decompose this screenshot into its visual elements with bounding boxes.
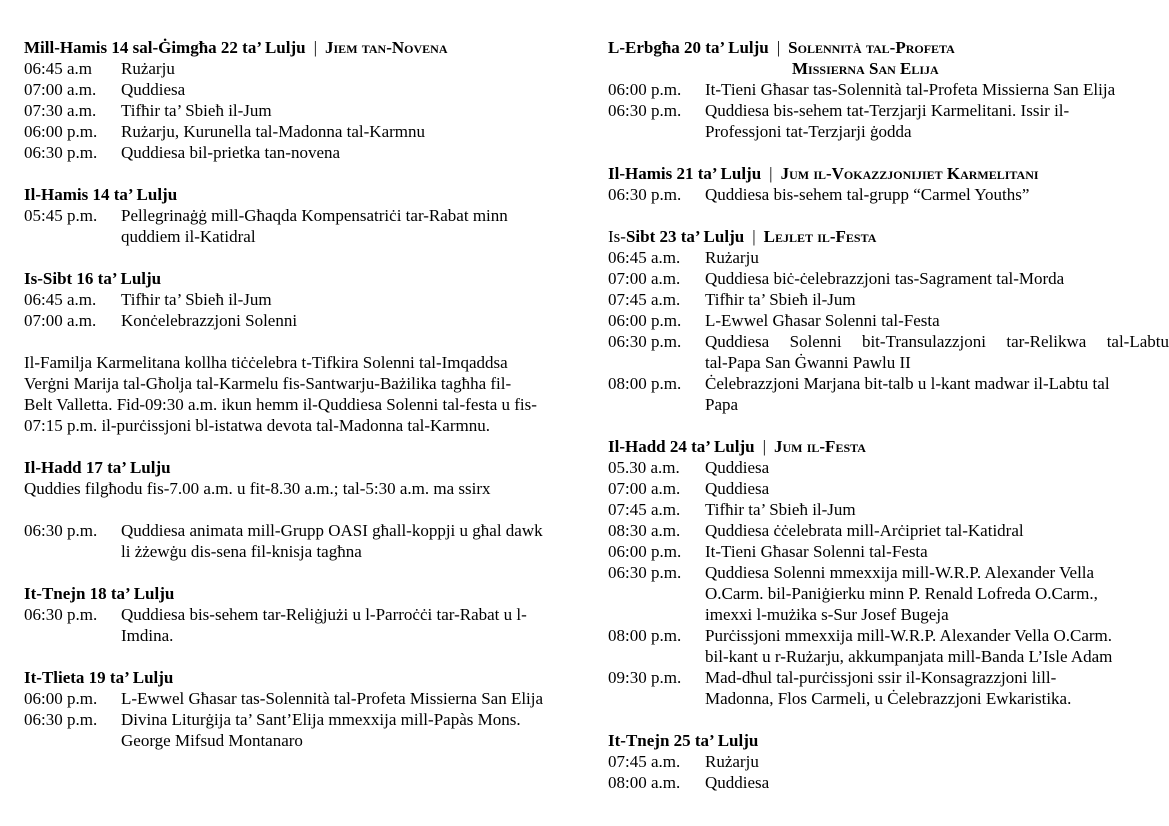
day-heading xyxy=(608,37,1169,58)
entry-description xyxy=(121,121,576,142)
day-heading xyxy=(24,184,576,205)
entry-time: 07:45 a.m. xyxy=(608,290,681,309)
entry-description xyxy=(705,184,1169,205)
entry-description-line: li żżewġu dis-sena fil-knisja tagħna xyxy=(121,542,362,561)
entry-description-line: Rużarju, Kurunella tal-Madonna tal-Karmnu xyxy=(121,122,426,141)
entry-description-line: Quddiesa xyxy=(705,458,770,477)
schedule-entry xyxy=(24,520,576,562)
entry-description-line: Quddiesa Solenni mmexxija mill-W.R.P. Alexander Vella xyxy=(705,563,1095,582)
entry-description xyxy=(121,520,576,562)
entry-description-line: Divina Liturġija ta’ Sant’Elija mmexxija mill-Papàs Mons. xyxy=(121,710,521,729)
entry-time: 05:45 p.m. xyxy=(24,206,98,225)
entry-description xyxy=(121,709,576,751)
entry-time: 07:00 a.m. xyxy=(24,80,97,99)
schedule-entry xyxy=(608,289,1169,310)
day-heading xyxy=(24,583,576,604)
day-heading xyxy=(24,457,576,478)
entry-description xyxy=(705,268,1169,289)
entry-time: 08:30 a.m. xyxy=(608,521,681,540)
heading-day-text: Is- xyxy=(608,227,626,246)
entry-description-line: Imdina. xyxy=(121,626,174,645)
entry-description-line: tal-Papa San Ġwanni Pawlu II xyxy=(705,353,911,372)
entry-description xyxy=(705,541,1169,562)
entry-description xyxy=(705,499,1169,520)
entry-description-line: Madonna, Flos Carmeli, u Ċelebrazzjoni Ewkaristika. xyxy=(705,689,1072,708)
blank-line xyxy=(24,436,576,457)
schedule-entry xyxy=(608,247,1169,268)
schedule-entry xyxy=(608,520,1169,541)
entry-description xyxy=(705,478,1169,499)
entry-description xyxy=(705,289,1169,310)
entry-time: 05.30 a.m. xyxy=(608,458,680,477)
entry-description xyxy=(705,310,1169,331)
schedule-entry xyxy=(24,604,576,646)
entry-description-line: Tifħir ta’ Sbieħ il-Jum xyxy=(705,290,856,309)
schedule-entry xyxy=(24,121,576,142)
entry-description-line: Tifħir ta’ Sbieħ il-Jum xyxy=(121,290,272,309)
entry-time: 08:00 a.m. xyxy=(608,773,681,792)
entry-description xyxy=(121,100,576,121)
heading-feast-label: Solennità tal-Profeta xyxy=(788,38,955,57)
entry-description-line: It-Tieni Għasar tas-Solennità tal-Profeta Missierna San Elija xyxy=(705,80,1116,99)
heading-feast-label: Jiem tan-Novena xyxy=(325,38,448,57)
schedule-entry xyxy=(24,142,576,163)
entry-description-line: Professjoni tat-Terzjarji ġodda xyxy=(705,122,912,141)
heading-separator: | xyxy=(313,38,318,57)
entry-time: 06:00 p.m. xyxy=(24,689,98,708)
schedule-entry xyxy=(608,541,1169,562)
day-heading xyxy=(24,268,576,289)
entry-time: 09:30 p.m. xyxy=(608,668,682,687)
heading-separator: | xyxy=(769,164,773,183)
entry-time: 07:00 a.m. xyxy=(24,311,97,330)
entry-time: 06:30 p.m. xyxy=(24,710,98,729)
day-heading xyxy=(608,436,1169,457)
entry-description xyxy=(705,751,1169,772)
blank-line xyxy=(608,415,1169,436)
blank-line xyxy=(24,646,576,667)
entry-time: 06:30 p.m. xyxy=(608,101,682,120)
entry-description-line: Mad-dħul tal-purċissjoni ssir il-Konsagrazzjoni lill- xyxy=(705,668,1057,687)
entry-description xyxy=(121,289,576,310)
entry-time: 08:00 p.m. xyxy=(608,374,682,393)
entry-description-line: Quddiesa xyxy=(121,80,186,99)
entry-description-line: Rużarju xyxy=(705,752,759,771)
entry-description-line: Quddiesa xyxy=(705,479,770,498)
entry-description xyxy=(705,562,1169,625)
entry-description xyxy=(121,58,576,79)
entry-description-line: quddiem il-Katidral xyxy=(121,227,256,246)
entry-description xyxy=(705,625,1169,667)
entry-time: 06:00 p.m. xyxy=(608,311,682,330)
entry-description-line: Quddiesa bis-sehem tal-grupp “Carmel Youths” xyxy=(705,185,1030,204)
entry-time: 07:45 a.m. xyxy=(608,500,681,519)
heading-day-text: Il-Hamis 21 ta’ Lulju xyxy=(608,164,762,183)
heading-feast-label: Jum il-Vokazzjonijiet Karmelitani xyxy=(780,164,1039,183)
schedule-entry xyxy=(608,751,1169,772)
entry-description-line: bil-kant u r-Rużarju, akkumpanjata mill-Banda L’Isle Adam xyxy=(705,647,1113,666)
schedule-entry xyxy=(608,79,1169,100)
entry-description-line: imexxi l-mużika s-Sur Josef Bugeja xyxy=(705,605,949,624)
schedule-entry xyxy=(608,331,1169,373)
entry-description-line: It-Tieni Għasar Solenni tal-Festa xyxy=(705,542,928,561)
schedule-entry xyxy=(608,184,1169,205)
heading-day-text: Il-Hamis 14 ta’ Lulju xyxy=(24,185,178,204)
schedule-entry xyxy=(608,625,1169,667)
heading-day-text: Is-Sibt 16 ta’ Lulju xyxy=(24,269,162,288)
paragraph xyxy=(24,352,576,436)
blank-line xyxy=(608,142,1169,163)
entry-description-line: Konċelebrazzjoni Solenni xyxy=(121,311,298,330)
entry-description-line: Rużarju xyxy=(121,59,175,78)
column-right xyxy=(608,37,1169,793)
day-heading xyxy=(608,226,1169,247)
entry-description xyxy=(705,772,1169,793)
day-heading xyxy=(608,730,1169,751)
heading-feast-label-line2: Missierna San Elija xyxy=(792,59,939,78)
day-heading xyxy=(608,163,1169,184)
schedule-entry xyxy=(24,79,576,100)
entry-description xyxy=(705,331,1169,373)
entry-time: 06:30 p.m. xyxy=(24,521,98,540)
paragraph-line: Quddies filgħodu fis-7.00 a.m. u fit-8.30 a.m.; tal-5:30 a.m. ma ssirx xyxy=(24,479,491,498)
entry-description xyxy=(705,100,1169,142)
schedule-entry xyxy=(24,205,576,247)
entry-time: 07:45 a.m. xyxy=(608,752,681,771)
heading-day-text: Mill-Hamis 14 sal-Ġimgħa 22 ta’ Lulju xyxy=(24,38,306,57)
day-heading xyxy=(24,37,576,58)
heading-day-text: It-Tnejn 18 ta’ Lulju xyxy=(24,584,175,603)
schedule-entry xyxy=(608,268,1169,289)
schedule-entry xyxy=(608,499,1169,520)
entry-time: 06:45 a.m. xyxy=(24,290,97,309)
heading-day-text: It-Tnejn 25 ta’ Lulju xyxy=(608,731,759,750)
schedule-entry xyxy=(24,688,576,709)
entry-time: 06:30 p.m. xyxy=(608,332,682,351)
paragraph-line: Belt Valletta. Fid-09:30 a.m. ikun hemm il-Quddiesa Solenni tal-festa u fis- xyxy=(24,395,537,414)
schedule-entry xyxy=(608,667,1169,709)
entry-description xyxy=(121,79,576,100)
entry-time: 06:30 p.m. xyxy=(24,143,98,162)
entry-description xyxy=(705,520,1169,541)
schedule-entry xyxy=(608,100,1169,142)
heading-separator: | xyxy=(762,437,766,456)
entry-description-line: O.Carm. bil-Paniġierku minn P. Renald Lofreda O.Carm., xyxy=(705,584,1098,603)
entry-description-line: Quddiesa ċċelebrata mill-Arċipriet tal-Katidral xyxy=(705,521,1024,540)
entry-description-line: Papa xyxy=(705,395,739,414)
entry-description-line: Quddiesa animata mill-Grupp OASI għall-koppji u għal dawk xyxy=(121,521,543,540)
blank-line xyxy=(24,163,576,184)
column-left xyxy=(24,37,576,751)
schedule-entry xyxy=(608,373,1169,415)
entry-description-line: Quddiesa bis-sehem tar-Reliġjużi u l-Parroċċi tar-Rabat u l- xyxy=(121,605,527,624)
heading-day-text: Sibt 23 ta’ Lulju xyxy=(625,227,745,246)
schedule-entry xyxy=(24,100,576,121)
entry-description-line: Quddiesa biċ-ċelebrazzjoni tas-Sagrament tal-Morda xyxy=(705,269,1065,288)
entry-description-line: Quddiesa Solenni bit-Transulazzjoni tar-Relikwa tal-Labtu xyxy=(705,332,1169,351)
entry-description-line: Rużarju xyxy=(705,248,759,267)
entry-time: 07:30 a.m. xyxy=(24,101,97,120)
entry-time: 06:30 p.m. xyxy=(608,563,682,582)
heading-day-text: Il-Hadd 24 ta’ Lulju xyxy=(608,437,755,456)
entry-time: 06:45 a.m xyxy=(24,59,92,78)
entry-time: 06:00 p.m. xyxy=(608,542,682,561)
entry-time: 08:00 p.m. xyxy=(608,626,682,645)
heading-day-text: Il-Hadd 17 ta’ Lulju xyxy=(24,458,171,477)
heading-day-text: L-Erbgħa 20 ta’ Lulju xyxy=(608,38,769,57)
entry-description xyxy=(705,79,1169,100)
heading-separator: | xyxy=(776,38,781,57)
schedule-entry xyxy=(24,709,576,751)
entry-description-line: Quddiesa xyxy=(705,773,770,792)
entry-description-line: Tifħir ta’ Sbieħ il-Jum xyxy=(121,101,272,120)
blank-line xyxy=(24,247,576,268)
entry-time: 07:00 a.m. xyxy=(608,479,681,498)
heading-feast-label: Jum il-Festa xyxy=(773,437,866,456)
schedule-entry xyxy=(608,478,1169,499)
entry-time: 06:00 p.m. xyxy=(608,80,682,99)
schedule-entry xyxy=(608,457,1169,478)
entry-description xyxy=(121,142,576,163)
entry-description-line: L-Ewwel Għasar Solenni tal-Festa xyxy=(705,311,940,330)
paragraph-line: Il-Familja Karmelitana kollha tiċċelebra t-Tifkira Solenni tal-Imqaddsa xyxy=(24,353,508,372)
paragraph-line: 07:15 p.m. il-purċissjoni bl-istatwa devota tal-Madonna tal-Karmnu. xyxy=(24,416,490,435)
entry-description-line: Quddiesa bil-prietka tan-novena xyxy=(121,143,341,162)
blank-line xyxy=(24,562,576,583)
entry-description xyxy=(705,457,1169,478)
entry-time: 06:00 p.m. xyxy=(24,122,98,141)
entry-description xyxy=(121,205,576,247)
entry-description xyxy=(705,667,1169,709)
blank-line xyxy=(608,205,1169,226)
blank-line xyxy=(24,331,576,352)
entry-description-line: Ċelebrazzjoni Marjana bit-talb u l-kant madwar il-Labtu tal xyxy=(705,374,1110,393)
entry-description xyxy=(705,247,1169,268)
paragraph xyxy=(24,478,576,499)
schedule-entry xyxy=(608,772,1169,793)
schedule-entry xyxy=(24,289,576,310)
entry-description xyxy=(121,688,576,709)
paragraph-line: Verġni Marija tal-Għolja tal-Karmelu fis-Santwarju-Bażilika tagħha fil- xyxy=(24,374,512,393)
entry-time: 06:45 a.m. xyxy=(608,248,681,267)
entry-description-line: George Mifsud Montanaro xyxy=(121,731,303,750)
entry-description-line: Pellegrinaġġ mill-Għaqda Kompensatriċi tar-Rabat minn xyxy=(121,206,508,225)
blank-line xyxy=(24,499,576,520)
entry-description xyxy=(705,373,1169,415)
entry-description-line: Tifħir ta’ Sbieħ il-Jum xyxy=(705,500,856,519)
schedule-entry xyxy=(24,58,576,79)
heading-day-text: It-Tlieta 19 ta’ Lulju xyxy=(24,668,174,687)
entry-description-line: Quddiesa bis-sehem tat-Terzjarji Karmelitani. Issir il- xyxy=(705,101,1070,120)
schedule-entry xyxy=(608,310,1169,331)
entry-time: 06:30 p.m. xyxy=(608,185,682,204)
heading-feast-label: Lejlet il-Festa xyxy=(763,227,877,246)
day-heading xyxy=(24,667,576,688)
entry-description-line: L-Ewwel Għasar tas-Solennità tal-Profeta Missierna San Elija xyxy=(121,689,544,708)
blank-line xyxy=(608,709,1169,730)
entry-time: 07:00 a.m. xyxy=(608,269,681,288)
schedule-entry xyxy=(24,310,576,331)
schedule-entry xyxy=(608,562,1169,625)
heading-separator: | xyxy=(752,227,756,246)
entry-description-line: Purċissjoni mmexxija mill-W.R.P. Alexander Vella O.Carm. xyxy=(705,626,1113,645)
entry-description xyxy=(121,310,576,331)
entry-time: 06:30 p.m. xyxy=(24,605,98,624)
entry-description xyxy=(121,604,576,646)
